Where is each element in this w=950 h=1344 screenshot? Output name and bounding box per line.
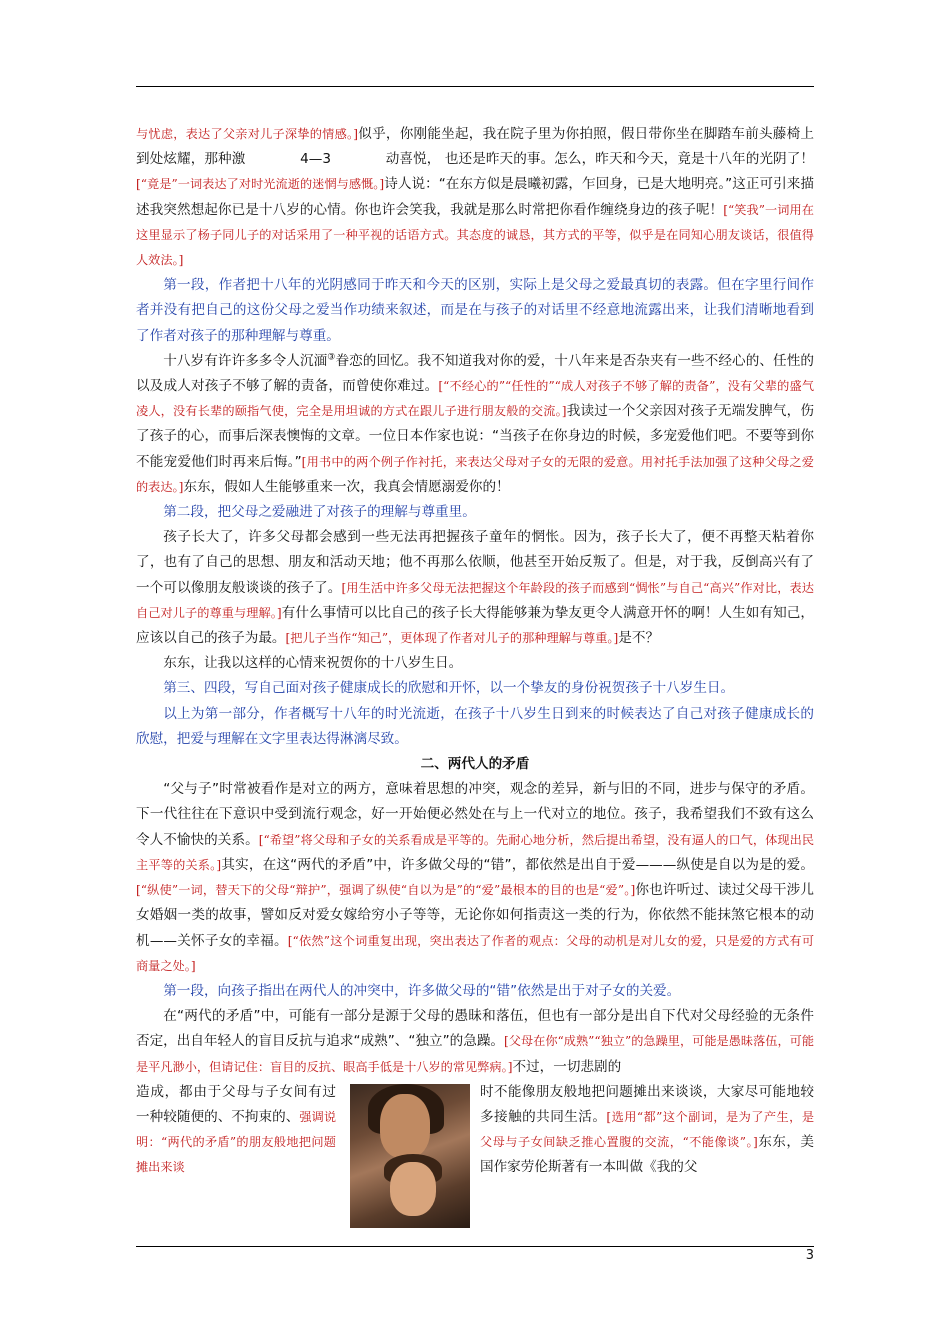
right-column — [480, 1080, 814, 1181]
father-son-photo — [350, 1084, 470, 1228]
body-text: 眷恋的回忆。我不知道我对你的爱，十八年来是否杂夹有一些不经心的、任性的以及成人对孩子不够了解的责备，而曾使你难过。 — [136, 352, 815, 395]
annotation: [父母在你“成熟”“独立”的急躁里，可能是愚昧落伍，可能是平凡渺小，但请记住：盲目的反抗、眼高手低是十八岁的常见弊病。] — [136, 1034, 815, 1074]
analysis-paragraph: 第二段，把父母之爱融进了对孩子的理解与尊重里。 — [163, 504, 476, 521]
analysis-paragraph: 第一段，作者把十八年的光阴感同于昨天和今天的区别，实际上是父母之爱最真切的表露。但在字里行间作者并没有把自己的这份父母之爱当作功绩来叙述，而是在与孩子的对话里不经意地流露出来，让我们清晰地看到了作者对孩子的那种理解与尊重。 — [136, 277, 814, 344]
annotation: [“纵使”一词，替天下的父母“辩护”，强调了纵使“自以为是”的“爱”最根本的目的也是“爱”。] — [136, 883, 636, 898]
body-text: 其实，在这“两代的矛盾”中，许多做父母的“错”，都依然是出自于爱———纵使是自以为是的爱。 — [221, 856, 815, 873]
image-wrap-section — [136, 1080, 814, 1206]
body-text: “父与子”时常被看作是对立的两方，意味着思想的冲突，观念的差异，新与旧的不同，进步与保守的矛盾。下一代往往在下意识中受到流行观念，好一开始便必然处在与上一代对立的地位。孩子，我希望我们不致有这么令人不愉快的关系。 — [136, 781, 814, 848]
annotation: [“笑我”一词用在这里显示了杨子同儿子的对话采用了一种平视的话语方式。其态度的诚恳，其方式的平等，似乎是在同知心朋友谈话，很值得人效法。] — [136, 202, 814, 268]
body-text: 有什么事情可以比自己的孩子长大得能够兼为挚友更令人满意开怀的啊！人生如有知己，应该以自己的孩子为最。 — [136, 604, 815, 647]
annotation: [“希望”将父母和子女的关系看成是平等的。先耐心地分析，然后提出希望，没有逼人的口气，体现出民主平等的关系。] — [136, 832, 815, 872]
paragraph-6 — [136, 1004, 814, 1080]
annotation: 强调说明：“两代的矛盾”的朋友般地把问题摊出来谈 — [136, 1109, 337, 1175]
analysis-paragraph: 第一段，向孩子指出在两代人的冲突中，许多做父母的“错”依然是出于对子女的关爱。 — [163, 982, 681, 999]
paragraph-1 — [136, 122, 814, 273]
section-heading: 二、两代人的矛盾 — [420, 756, 530, 773]
body-text: 东东，假如人生能够重来一次，我真会情愿溺爱你的！ — [183, 478, 510, 495]
body-text: 是不？ — [618, 630, 660, 647]
body-text: 时不能像朋友般地把问题摊出来谈谈，大家尽可能地较多接触的共同生活。 — [480, 1083, 814, 1125]
analysis-paragraph: 以上为第一部分，作者概写十八年的时光流逝，在孩子十八岁生日到来的时候表达了自己对孩子健康成长的欣慰，把爱与理解在文字里表达得淋漓尽致。 — [136, 705, 814, 747]
annotation: [“竟是”一词表达了对时光流逝的迷惘与感慨。] — [136, 177, 385, 192]
annotation: [选用“都”这个副词，是为了产生，是父母与子女间缺乏推心置腹的交流，“不能像谈”。] — [480, 1109, 815, 1150]
body-text: 不过，一切悲剧的 — [512, 1058, 622, 1075]
body-text: 造成，都由于父母与子女间有过一种较随便的、不拘束的、 — [136, 1083, 336, 1125]
body-text: 在“两代的矛盾”中，可能有一部分是源于父母的愚昧和落伍，但也有一部分是出自下代对父母经验的无条件否定，出自年轻人的盲目反抗与追求“成熟”、“独立”的急躁。 — [136, 1008, 814, 1050]
body-text: 孩子长大了，许多父母都会感到一些无法再把握孩子童年的惘怅。因为，孩子长大了，便不再整天粘着你了，也有了自己的思想、朋友和活动天地；他不再那么依顺，他甚至开始反叛了。但是，对于我，反倒高兴有了一个可以像朋友般谈谈的孩子了。 — [136, 529, 814, 596]
annotation: [“依然”这个词重复出现，突出表达了作者的观点：父母的动机是对儿女的爱，只是爱的方式有可商量之处。] — [136, 933, 815, 973]
body-text: 诗人说：“在东方似是晨曦初露，乍回身，已是大地明亮。”这正可引来描述我突然想起你已是十八岁的心情。你也许会笑我，我就是那么时常把你看作缠绕身边的孩子呢！ — [136, 176, 814, 218]
paragraph-2 — [136, 349, 814, 500]
body-text: 你也许听过、读过父母干涉儿女婚姻一类的故事，譬如反对爱女嫁给穷小子等等，无论你如何指责这一类的行为，你依然不能抹煞它根本的动机——关怀子女的幸福。 — [136, 882, 815, 949]
paragraph-3 — [136, 525, 814, 651]
body-text: 东东，美国作家劳伦斯著有一本叫做《我的父 — [480, 1134, 815, 1176]
annotation: [用书中的两个例子作衬托，来表达父母对子女的无限的爱意。用衬托手法加强了这种父母之爱的表达。] — [136, 454, 814, 494]
footer-rule — [136, 1246, 814, 1247]
annotation: [用生活中许多父母无法把握这个年龄段的孩子而感到“惆怅”与自己“高兴”作对比，表达自己对儿子的尊重与理解。] — [136, 580, 814, 620]
left-column — [136, 1080, 336, 1181]
analysis-paragraph: 第三、四段，写自己面对孩子健康成长的欣慰和开怀，以一个挚友的身份祝贺孩子十八岁生日。 — [163, 680, 735, 697]
body-text: 十八岁有许许多多令人沉湎 — [163, 352, 328, 369]
annotation: 与忧虑，表达了父亲对儿子深挚的情感。] — [136, 127, 359, 141]
header-rule — [136, 86, 814, 87]
paragraph-4: 东东，让我以这样的心情来祝贺你的十八岁生日。 — [163, 655, 463, 672]
annotation: [“不经心的”“任性的”“成人对孩子不够了解的责备”，没有父辈的盛气凌人，没有长辈的颐指气使，完全是用坦诚的方式在跟儿子进行朋友般的交流。] — [136, 379, 815, 419]
footnote-marker: ③ — [327, 352, 336, 363]
body-text: 我读过一个父亲因对孩子无端发脾气，伤了孩子的心，而事后深表懊悔的文章。一位日本作家也说：“当孩子在你身边的时候，多宠爱他们吧。不要等到你不能宠爱他们时再来后悔。” — [136, 403, 814, 470]
annotation: [把儿子当作“知己”，更体现了作者对儿子的那种理解与尊重。] — [285, 631, 619, 646]
paragraph-5 — [136, 777, 814, 979]
page-number: 3 — [805, 1248, 814, 1263]
body-text: 似乎，你刚能坐起，我在院子里为你拍照，假日带你坐在脚踏车前头藤椅上到处炫耀，那种激 4—3 动喜悦， 也还是昨天的事。怎么，昨天和今天，竟是十八年的光阴了！ — [136, 126, 814, 168]
document-body — [136, 122, 814, 1206]
